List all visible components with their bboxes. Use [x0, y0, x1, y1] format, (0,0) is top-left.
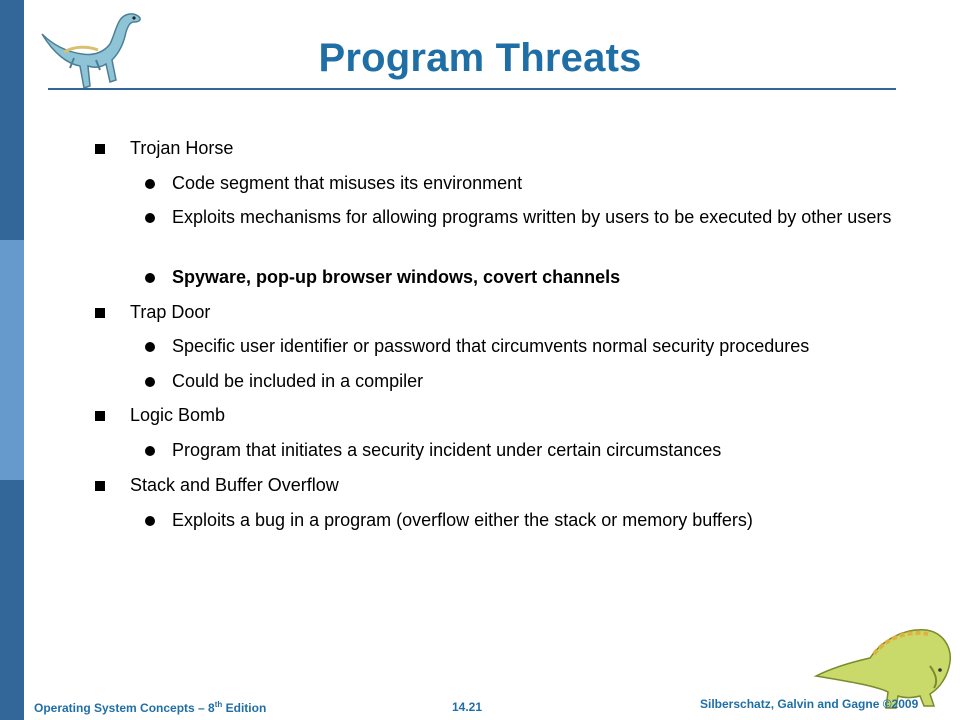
footer-book-title: Operating System Concepts – 8th Edition: [34, 700, 267, 715]
square-bullet-icon: [95, 308, 105, 318]
round-bullet-icon: [145, 342, 155, 352]
sub-bullet: Program that initiates a security incident under certain circumstances: [172, 440, 722, 460]
sub-bullet: Could be included in a compiler: [172, 371, 424, 391]
square-bullet-icon: [95, 481, 105, 491]
sub-bullet: Exploits mechanisms for allowing programs written by users to be executed by other users: [172, 207, 892, 227]
round-bullet-icon: [145, 377, 155, 387]
square-bullet-icon: [95, 411, 105, 421]
bullet-trojan-horse: Trojan Horse: [130, 138, 234, 158]
bullet-logic-bomb: Logic Bomb: [130, 405, 226, 425]
round-bullet-icon: [145, 446, 155, 456]
square-bullet-icon: [95, 144, 105, 154]
round-bullet-icon: [145, 179, 155, 189]
sub-bullet: Exploits a bug in a program (overflow either the stack or memory buffers): [172, 510, 753, 530]
round-bullet-icon: [145, 213, 155, 223]
footer-authors: Silberschatz, Galvin and Gagne ©2009: [700, 697, 919, 711]
round-bullet-icon: [145, 273, 155, 283]
bullet-stack-buffer-overflow: Stack and Buffer Overflow: [130, 475, 339, 495]
slide-title: Program Threats: [318, 36, 642, 80]
sub-bullet: Code segment that misuses its environment: [172, 173, 523, 193]
round-bullet-icon: [145, 516, 155, 526]
sub-bullet: Specific user identifier or password that circumvents normal security procedures: [172, 336, 810, 356]
bullet-trap-door: Trap Door: [130, 302, 211, 322]
footer-page-number: 14.21: [452, 700, 483, 714]
sub-bullet: Spyware, pop-up browser windows, covert channels: [172, 267, 621, 287]
